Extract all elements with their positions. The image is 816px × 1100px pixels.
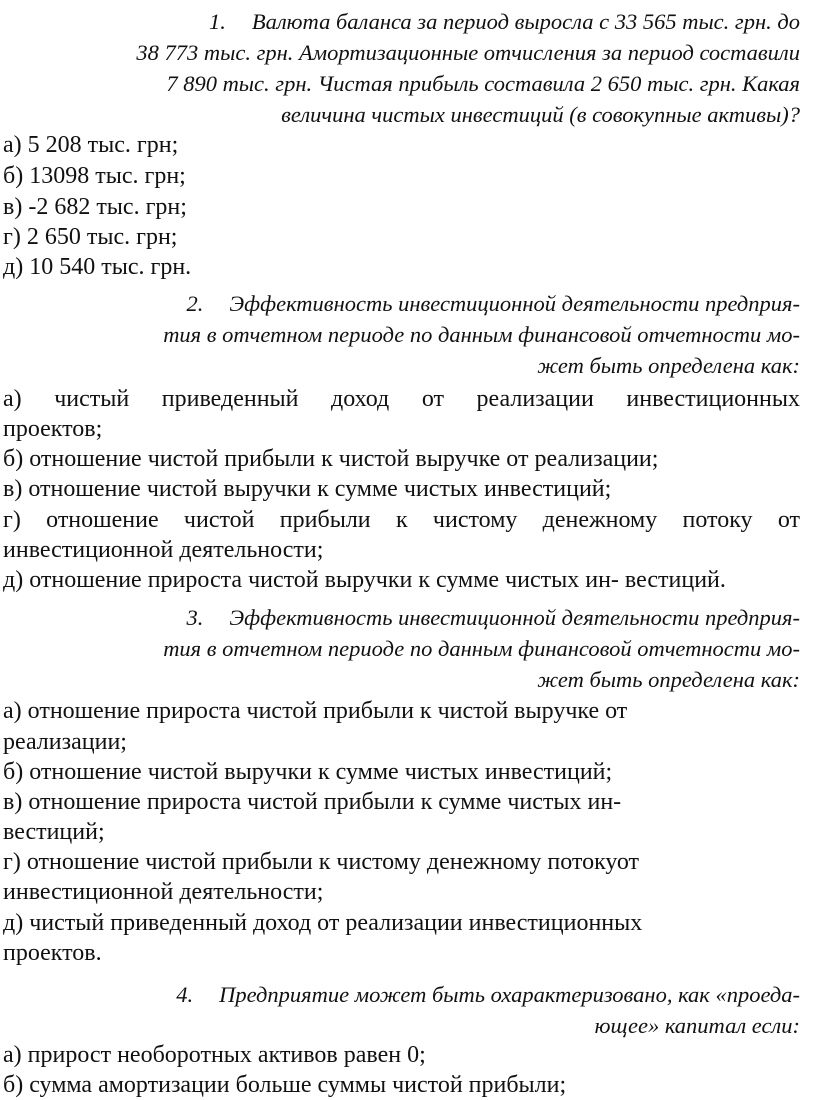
question-2-option-a-cont: проектов; <box>3 416 103 442</box>
question-2-option-c: в) отношение чистой выручки к сумме чистых инвестиций; <box>3 476 612 502</box>
question-2-option-d-cont: инвестиционной деятельности; <box>3 537 324 563</box>
question-3-option-e: д) чистый приведенный доход от реализации инвестиционных <box>3 910 643 936</box>
question-1-option-e: д) 10 540 тыс. грн. <box>3 254 192 280</box>
question-4-option-b: б) сумма амортизации больше суммы чистой прибыли; <box>3 1072 567 1098</box>
question-2-option-b: б) отношение чистой прибыли к чистой выручке от реализации; <box>3 446 659 472</box>
question-2-option-a: а) чистый приведенный доход от реализации инвестиционных <box>3 386 800 412</box>
question-4-number: 4. <box>176 982 194 1007</box>
question-3-line-3: жет быть определена как: <box>537 667 800 692</box>
question-2-text <box>40 288 800 381</box>
question-1-option-b: б) 13098 тыс. грн; <box>3 163 186 189</box>
question-1-option-c: в) -2 682 тыс. грн; <box>3 194 187 220</box>
question-1-option-d: г) 2 650 тыс. грн; <box>3 224 178 250</box>
question-3-option-e-cont: проектов. <box>3 940 102 966</box>
question-3-number: 3. <box>186 605 204 630</box>
question-1-number: 1. <box>209 9 226 34</box>
question-3-option-d: г) отношение чистой прибыли к чистому денежному потокуот <box>3 849 639 875</box>
question-4-line-1: Предприятие может быть охарактеризовано, как «проеда- <box>219 982 800 1007</box>
question-1-option-a: а) 5 208 тыс. грн; <box>3 132 179 158</box>
question-3-option-d-cont: инвестиционной деятельности; <box>3 879 324 905</box>
question-1-text <box>40 6 800 130</box>
question-4-line-2: ющее» капитал если: <box>594 1013 800 1038</box>
question-4-text <box>40 979 800 1041</box>
question-1-line-2: 38 773 тыс. грн. Амортизационные отчисления за период составили <box>136 40 800 65</box>
question-4-option-a: а) прирост необоротных активов равен 0; <box>3 1042 426 1068</box>
question-3-option-b: б) отношение чистой выручки к сумме чистых инвестиций; <box>3 759 613 785</box>
question-3-option-a-cont: реализации; <box>3 729 127 755</box>
question-2-number: 2. <box>186 291 204 316</box>
question-3-text <box>40 602 800 695</box>
question-2-line-2: тия в отчетном периоде по данным финансовой отчетности мо- <box>163 322 800 347</box>
question-3-option-c-cont: вестиций; <box>3 819 105 845</box>
question-2-option-e: д) отношение прироста чистой выручки к сумме чистых ин- вестиций. <box>3 567 726 593</box>
question-1-line-1: Валюта баланса за период выросла с 33 565 тыс. грн. до <box>251 9 800 34</box>
question-2-option-d: г) отношение чистой прибыли к чистому денежному потоку от <box>3 507 800 533</box>
question-1-line-4: величина чистых инвестиций (в совокупные активы)? <box>281 102 800 127</box>
question-2-line-3: жет быть определена как: <box>537 353 800 378</box>
question-3-line-2: тия в отчетном периоде по данным финансовой отчетности мо- <box>163 636 800 661</box>
question-2-line-1: Эффективность инвестиционной деятельности предприя- <box>229 291 800 316</box>
question-3-option-a: а) отношение прироста чистой прибыли к чистой выручке от <box>3 698 628 724</box>
question-3-line-1: Эффективность инвестиционной деятельности предприя- <box>229 605 800 630</box>
question-3-option-c: в) отношение прироста чистой прибыли к сумме чистых ин- <box>3 789 622 815</box>
question-1-line-3: 7 890 тыс. грн. Чистая прибыль составила 2 650 тыс. грн. Какая <box>166 71 800 96</box>
